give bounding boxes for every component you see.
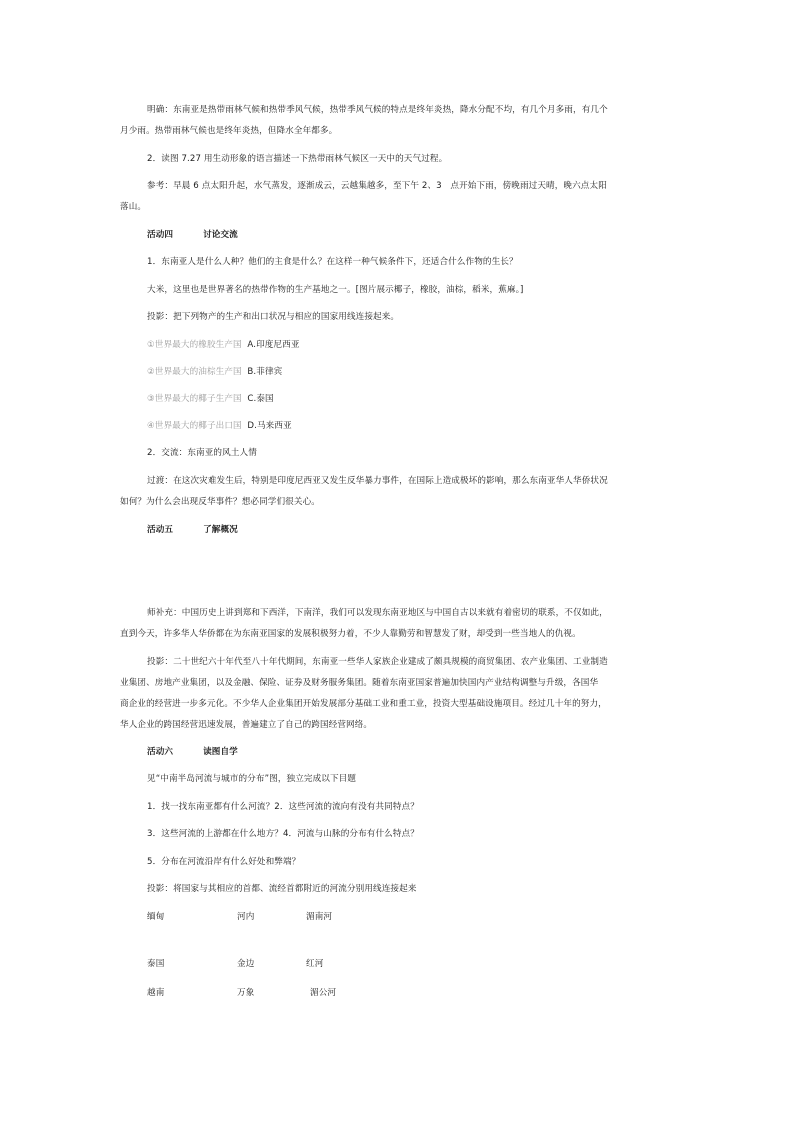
- answer-paragraph-line: 月少雨。热带雨林气候也是终年炎热，但降水全年都多。: [120, 126, 338, 136]
- transition-line: 过渡：在这次灾难发生后，特别是印度尼西亚又发生反华暴力事件，在国际上造成极坏的影响，那么东南亚华人华侨状况: [147, 476, 608, 486]
- river-cell: 红河: [306, 959, 324, 969]
- country-cell: 泰国: [147, 959, 165, 969]
- reference-answer-line: 参考：早晨 6 点太阳升起，水气蒸发，逐渐成云，云越集越多，至下午 2、3 点开始下雨，傍晚雨过天晴，晚六点太阳: [147, 181, 607, 191]
- projection-2-line: 业集团、房地产业集团，以及金融、保险、证券及财务服务集团。随着东南亚国家普遍加快国内产业结构调整与升级，各国华: [120, 678, 599, 688]
- capital-cell: 万象: [237, 988, 255, 998]
- matching-country: B.菲律宾: [247, 367, 283, 377]
- matching-country: A.印度尼西亚: [247, 340, 300, 350]
- river-cell: 湄南河: [306, 912, 333, 922]
- activity-6-question-1: 1．找一找东南亚都有什么河流？2．这些河流的流向有没有共同特点？: [147, 802, 419, 812]
- transition-line: 如何？为什么会出现反华事件？想必同学们很关心。: [120, 497, 320, 507]
- country-cell: 缅甸: [147, 912, 165, 922]
- projection-2-line: 商企业的经营进一步多元化。不少华人企业集团开始发展部分基础工业和重工业，投资大型基础设施项目。经过几十年的努力，: [120, 699, 607, 709]
- capital-cell: 金边: [237, 959, 255, 969]
- activity-title: 活动五: [147, 525, 174, 535]
- matching-item: ③世界最大的椰子生产国: [147, 394, 242, 404]
- activity-title: 活动六: [147, 747, 174, 757]
- activity-4-question-2: 2．交流：东南亚的风土人情: [147, 448, 257, 458]
- answer-paragraph-line: 明确：东南亚是热带雨林气候和热带季风气候，热带季风气候的特点是终年炎热，降水分配不均，有几个月多雨，有几个: [147, 105, 608, 115]
- activity-subtitle: 讨论交流: [203, 230, 238, 240]
- activity-6-question-5: 5．分布在河流沿岸有什么好处和弊端？: [147, 857, 301, 867]
- matching-row: [147, 420, 292, 432]
- activity-title: 活动四: [147, 230, 174, 240]
- reference-answer-line: 落山。: [120, 202, 147, 212]
- river-cell: 湄公河: [310, 988, 337, 998]
- projection-instruction: 投影：把下列物产的生产和出口状况与相应的国家用线连接起来。: [147, 312, 400, 322]
- matching-item: ①世界最大的橡胶生产国: [147, 340, 242, 350]
- projection-2-line: 投影：二十世纪六十年代至八十年代期间，东南亚一些华人家族企业建成了颇具规模的商贸集团、农产业集团、工业制造: [147, 657, 608, 667]
- activity-5-heading: [147, 524, 238, 536]
- teacher-note-line: 直到今天，许多华人华侨都在为东南亚国家的发展积极努力着，不少人靠勤劳和智慧发了财，却受到一些当地人的仇视。: [120, 629, 581, 639]
- matching-item: ②世界最大的油棕生产国: [147, 367, 242, 377]
- matching-row: [147, 339, 300, 351]
- activity-6-intro: 见“中南半岛河流与城市的分布”图，独立完成以下目题: [147, 774, 357, 784]
- matching-row: [147, 393, 274, 405]
- activity-4-heading: [147, 229, 238, 241]
- teacher-note-line: 师补充：中国历史上讲到郑和下西洋，下南洋，我们可以发现东南亚地区与中国自古以来就有着密切的联系，不仅如此，: [147, 608, 608, 618]
- capital-cell: 河内: [237, 912, 255, 922]
- activity-subtitle: 读图自学: [203, 747, 238, 757]
- activity-6-question-3: 3．这些河流的上游都在什么地方？4．河流与山脉的分布有什么特点？: [147, 829, 419, 839]
- question-2: 2．读图 7.27 用生动形象的语言描述一下热带雨林气候区一天中的天气过程。: [147, 154, 448, 164]
- projection-2-line: 华人企业的跨国经营迅速发展，普遍建立了自己的跨国经营网络。: [120, 720, 373, 730]
- matching-item: ④世界最大的椰子出口国: [147, 421, 242, 431]
- rice-answer: 大米，这里也是世界著名的热带作物的生产基地之一。[图片展示椰子，橡胶，油棕，稻米，蕉麻。]: [147, 285, 524, 295]
- matching-row: [147, 366, 282, 378]
- activity-6-heading: [147, 746, 238, 758]
- projection-3: 投影：将国家与其相应的首都、流经首都附近的河流分别用线连接起来: [147, 884, 417, 894]
- country-cell: 越南: [147, 988, 165, 998]
- matching-country: D.马来西亚: [247, 421, 292, 431]
- matching-country: C.泰国: [247, 394, 274, 404]
- activity-subtitle: 了解概况: [203, 525, 238, 535]
- activity-4-question-1: 1．东南亚人是什么人种？他们的主食是什么？在这样一种气候条件下，还适合什么作物的生长？: [147, 257, 518, 267]
